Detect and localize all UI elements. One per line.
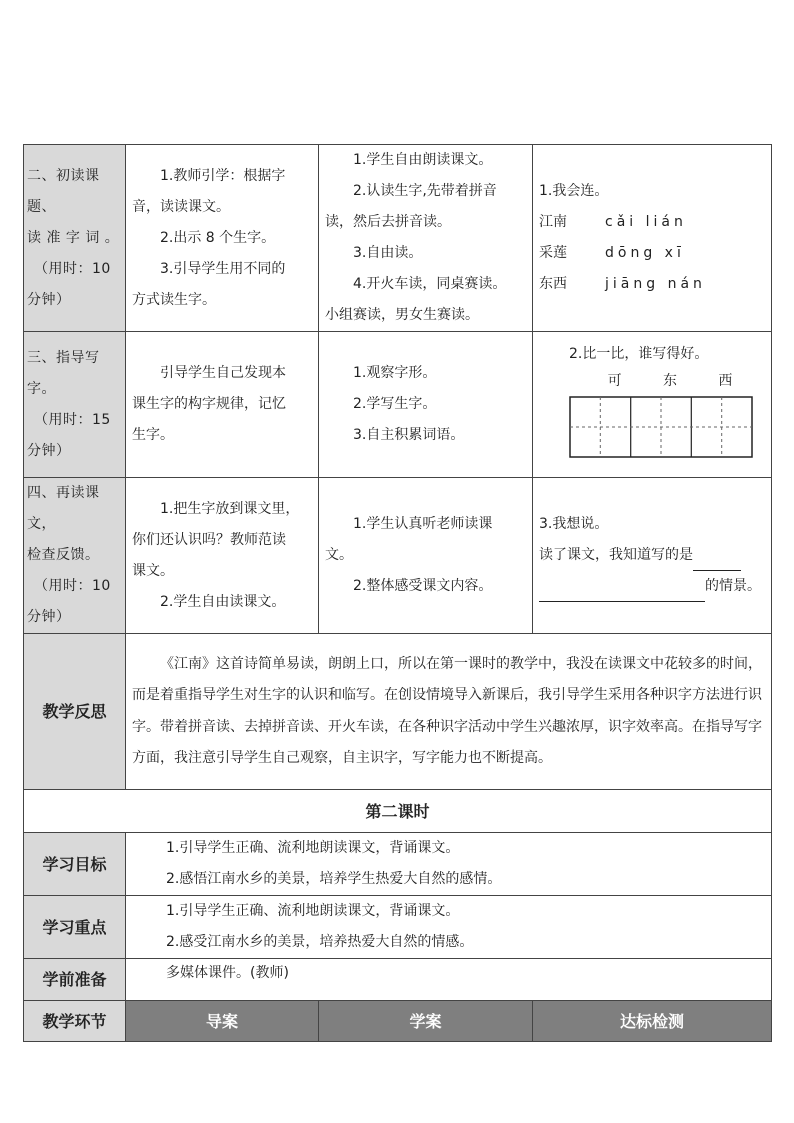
label-line: 分钟）	[27, 609, 71, 625]
study-line: 文。	[325, 547, 353, 563]
guide-line: 3.引导学生用不同的	[160, 260, 286, 277]
goals-label: 学习目标	[24, 833, 126, 896]
practice-char: 可	[607, 373, 622, 389]
match-word: 东西	[539, 276, 567, 292]
fill-blank[interactable]	[539, 601, 705, 602]
lesson-plan-page	[23, 144, 771, 1042]
study-cell	[319, 332, 533, 478]
study-line: 2.学写生字。	[353, 396, 437, 412]
guide-header: 导案	[126, 1001, 319, 1042]
second-lesson-title: 第二课时	[24, 790, 772, 833]
match-pinyin: cǎi lián	[605, 214, 687, 230]
section-header-row	[24, 1001, 772, 1042]
match-pair	[539, 238, 765, 269]
fill-line-1	[539, 540, 765, 571]
label-line: （用时：10	[34, 260, 111, 277]
guide-line: 2.出示 8 个生字。	[160, 229, 276, 246]
label-line: 检查反馈。	[27, 547, 100, 563]
match-pinyin: jiāng nán	[605, 276, 706, 292]
guide-line: 方式读生字。	[132, 291, 216, 308]
match-word: 江南	[539, 214, 567, 230]
label-line: 四、再读课文，	[27, 485, 100, 532]
label-line: 读 准 字 词 。	[27, 229, 120, 246]
study-header: 学案	[319, 1001, 533, 1042]
tian-zi-grid[interactable]	[569, 396, 753, 458]
study-line: 1.学生认真听老师读课	[353, 516, 493, 532]
goal-item: 1.引导学生正确、流利地朗读课文，背诵课文。	[166, 840, 460, 856]
study-line: 小组赛读，男女生赛读。	[325, 307, 479, 323]
match-pinyin: dōng xī	[605, 245, 685, 261]
guide-line: 生字。	[132, 427, 174, 443]
goals-row	[24, 833, 772, 896]
fill-line-2	[539, 571, 765, 602]
prep-row	[24, 959, 772, 1001]
focus-item: 1.引导学生正确、流利地朗读课文，背诵课文。	[166, 903, 460, 919]
check-header: 达标检测	[533, 1001, 772, 1042]
guide-line: 课生字的构字规律，记忆	[132, 396, 286, 412]
guide-cell	[126, 332, 319, 478]
study-cell	[319, 145, 533, 332]
focus-cell	[126, 896, 772, 959]
study-line: 3.自主积累词语。	[353, 427, 465, 443]
guide-line: 2.学生自由读课文。	[160, 593, 286, 610]
guide-line: 课文。	[132, 562, 174, 579]
fill-suffix: 的情景。	[705, 578, 761, 594]
check-cell	[533, 332, 772, 478]
guide-line: 1.把生字放到课文里，	[160, 500, 300, 517]
practice-char: 东	[662, 373, 677, 389]
step-label	[24, 478, 126, 634]
study-line: 读，然后去拼音读。	[325, 214, 451, 230]
study-line: 1.学生自由朗读课文。	[353, 152, 493, 168]
step-row-rereading	[24, 478, 772, 634]
study-line: 2.整体感受课文内容。	[353, 578, 493, 594]
guide-line: 1.教师引学：根据字	[160, 167, 286, 184]
match-pair	[539, 207, 765, 238]
check-title: 2.比一比，谁写得好。	[569, 346, 709, 362]
writing-practice	[533, 335, 771, 474]
step-row-writing	[24, 332, 772, 478]
study-cell	[319, 478, 533, 634]
step-label	[24, 332, 126, 478]
guide-line: 音，读读课文。	[132, 198, 230, 215]
check-title: 3.我想说。	[539, 516, 609, 532]
step-row-initial-reading	[24, 145, 772, 332]
label-line: 分钟）	[27, 442, 71, 459]
guide-line: 你们还认识吗？教师范读	[132, 531, 286, 548]
check-cell	[533, 145, 772, 332]
label-line: （用时：10	[34, 578, 111, 594]
label-line: 三、指导写字。	[27, 349, 100, 397]
guide-cell	[126, 145, 319, 332]
fill-prompt: 读了课文，我知道写的是	[539, 547, 693, 563]
focus-item: 2.感受江南水乡的美景，培养热爱大自然的情感。	[166, 934, 474, 950]
prep-label: 学前准备	[24, 959, 126, 1001]
reflection-label: 教学反思	[24, 634, 126, 790]
check-title: 1.我会连。	[539, 183, 609, 199]
guide-cell	[126, 478, 319, 634]
label-line: 二、初读课题、	[27, 167, 100, 215]
study-line: 1.观察字形。	[353, 365, 437, 381]
practice-char: 西	[718, 373, 733, 389]
reflection-text: 《江南》这首诗简单易读，朗朗上口，所以在第一课时的教学中，我没在读课文中花较多的时间，而是着重指导学生对生字的认识和临写。在创设情境导入新课后，我引导学生采用各种识字方法进行识字。带着拼音读、去掉拼音读、开火车读，在各种识字活动中学生兴趣浓厚，识字效率高。在指导写字方面，我注意引导学生自己观察，自主识字，写字能力也不断提高。	[126, 634, 772, 790]
lesson-plan-table	[23, 144, 772, 1042]
check-cell	[533, 478, 772, 634]
label-line: （用时：15	[34, 411, 111, 428]
second-lesson-row	[24, 790, 772, 833]
reflection-row	[24, 634, 772, 790]
step-label	[24, 145, 126, 332]
match-pair	[539, 269, 765, 300]
focus-label: 学习重点	[24, 896, 126, 959]
label-line: 分钟）	[27, 291, 71, 308]
study-line: 2.认读生字,先带着拼音	[353, 183, 497, 199]
prep-text: 多媒体课件。(教师)	[126, 959, 772, 1001]
guide-line: 引导学生自己发现本	[160, 365, 286, 381]
goals-cell	[126, 833, 772, 896]
match-word: 采莲	[539, 245, 567, 261]
goal-item: 2.感悟江南水乡的美景，培养学生热爱大自然的感情。	[166, 871, 502, 887]
focus-row	[24, 896, 772, 959]
teaching-step-header: 教学环节	[24, 1001, 126, 1042]
study-line: 3.自由读。	[353, 245, 423, 261]
study-line: 4.开火车读，同桌赛读。	[353, 276, 507, 292]
practice-characters	[587, 370, 753, 390]
